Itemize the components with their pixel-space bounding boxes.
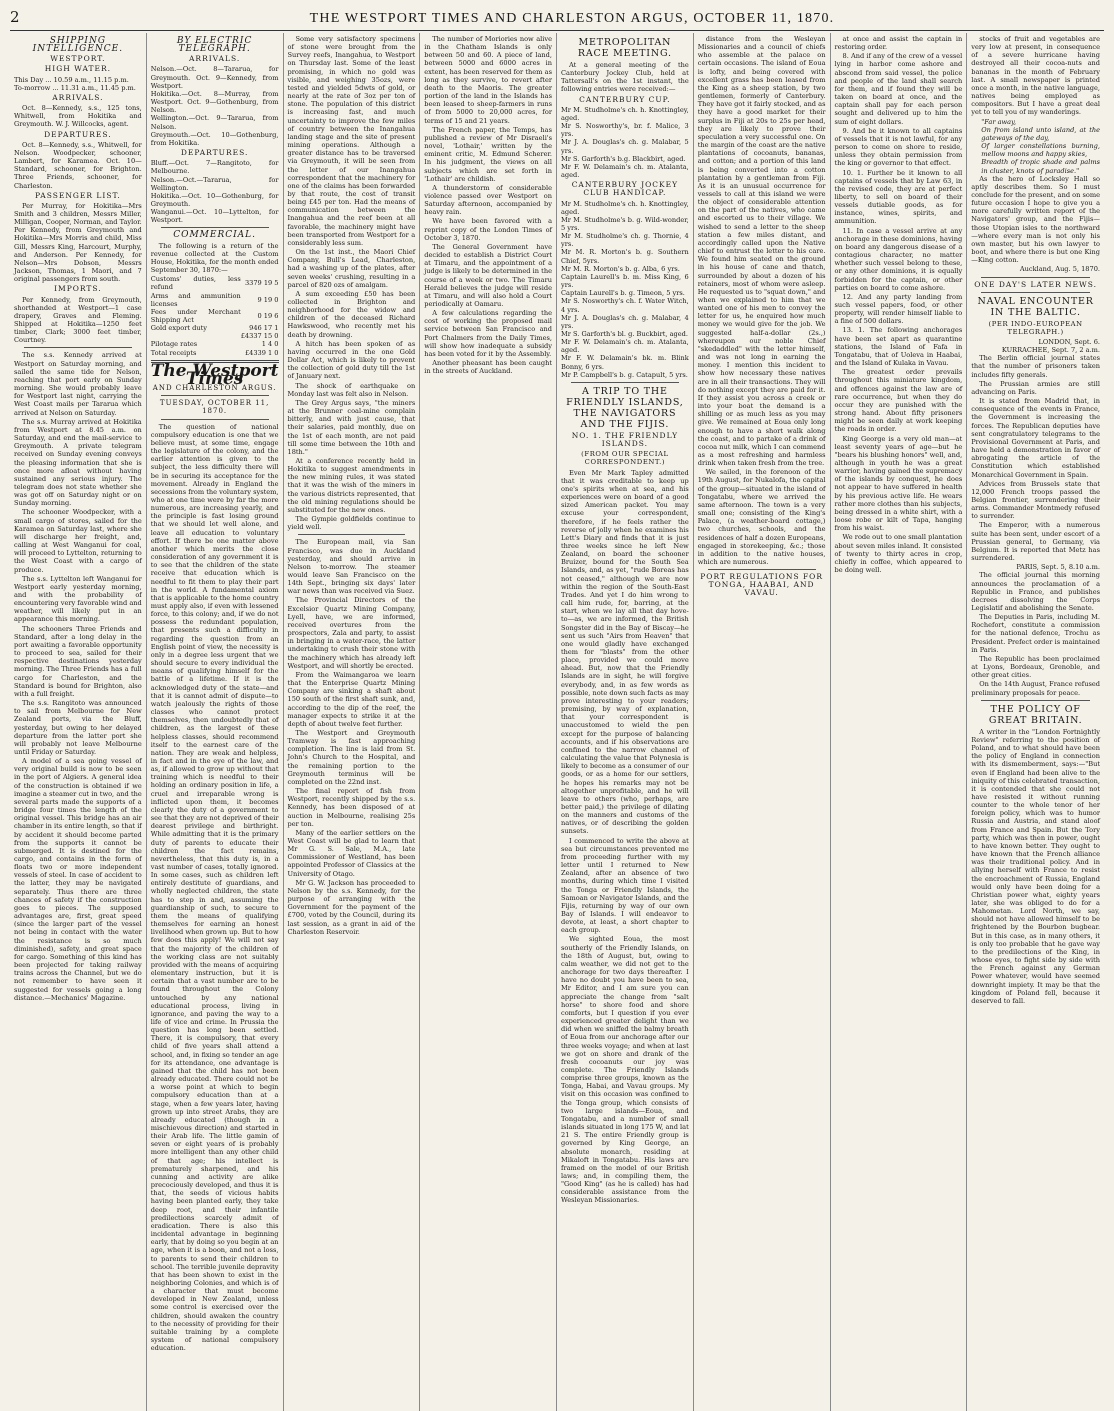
telegraph-departure: Bluff.—Oct. 7—Rangitoto, for Melbourne. [150, 159, 279, 176]
telegraph-departures-heading: DEPARTURES. [180, 148, 249, 158]
column-7 [831, 33, 968, 1411]
news-paragraph: On the 1st inst., the Maori Chief Company, Bull's Lead, Charleston, had a washing up of the plates, after seven weeks' crushing, resulting in a parcel of 820 ozs of amalgam. [287, 248, 416, 289]
departures-text: Oct. 8—Kennedy, s.s., Whitwell, for Nelson. Woodpecker, schooner, Lambert, for Karamea. Oct. 10—Standard, schooner, for Brighton. Three Friends, schooner, for Charleston. [14, 140, 142, 190]
shipping-paragraph: The schooners Three Friends and Standard, after a long delay in the port awaiting a favorable opportunity to proceed to sea, sailed for their respective destinations yesterday morning. The Three Friends has a full cargo for Charleston, and the Standard is bound for Brighton, also with a full freight. [14, 624, 142, 698]
table-row: Fees under Merchant Shipping Act 0 19 6 [150, 307, 279, 324]
telegraph-departure: Wanganui.—Oct. 10—Lyttelton, for Westport. [150, 208, 279, 225]
columns [10, 33, 1104, 1411]
departures-heading: DEPARTURES. [44, 129, 112, 139]
kurrachee-dateline: KURRACHEE, Sept. 7, 2 a.m. [1001, 346, 1100, 355]
trip-part: NO. 1. THE FRIENDLY ISLANDS. [571, 430, 679, 449]
trip-paragraph: We sailed, in the forenoon of the 19th August, for Nukalofa, the capital of the group—situated in the island of Tongatabu, where we arrived the same afternoon. The town is a very small one; consisting of the King's Palace, (a weather-board cottage,) two churches, schools, and the residences of half a dozen Europeans, engaged in storekeeping, &c.; those in addition to the native houses, which are numerous. [697, 468, 826, 566]
column-1 [10, 33, 147, 1411]
news-paragraph: The Westport and Greymouth Tramway is fast approaching completion. The line is laid from St. John's Church to the Hospital, and the remaining portion to the Greymouth terminus will be completed on the 22nd inst. [287, 728, 416, 786]
page-title: THE WESTPORT TIMES AND CHARLESTON ARGUS, OCTOBER 11, 1870. [309, 11, 835, 26]
verse-line: Of larger constellations burning, mellow moons and happy skies, [981, 142, 1100, 159]
arrivals-text: Oct. 8—Kennedy, s.s., 125 tons, Whitwell, from Hokitika and Greymouth. W. J. Willcocks, agent. [14, 104, 142, 129]
commercial-heading: COMMERCIAL. [173, 230, 257, 241]
news-paragraph: The final report of fish from Westport, recently shipped by the s.s. Kennedy, has been disposed of at auction in Melbourne, realising 25s per ton. [287, 787, 416, 828]
london-dateline: LONDON, Sept. 6. [1038, 338, 1100, 346]
list-item: Mr M. Studholme's b. g. Wild-wonder, 5 yrs. [561, 215, 689, 232]
news-paragraph: A thunderstorm of considerable violence passed over Westport on Saturday afternoon, accompanied by heavy rain. [424, 183, 552, 217]
table-row: Customs' duties, less refund 3379 19 5 [150, 275, 279, 292]
verse-line: "Far away, [981, 117, 1017, 126]
masthead [10, 8, 1104, 31]
news-paragraph: Some very satisfactory specimens of stone were brought from the Survey reefs, Inangahua, to Westport on Thursday last. Some of the least promising, in which no gold was visible, and weighing 35ozs, were tested and yielded 5dwts of gold, or nearly at the rate of 3oz per ton of stone. The population of this district is increasing fast, and much uncertainty to improve the few miles of country between the Inangahua landing stage and the site of present mining operations. Although a greater distance has to be traversed via Greymouth, it will be seen from the letter of our Inangahua correspondent that the machinery for one of the claims has been forwarded by that route, the cost of transit being £45 per ton. Had the means of communication between the Inangahua and the reef been at all favorable, the machinery might have been transported from Westport for a considerably less sum. [287, 35, 416, 247]
list-item: Mr P. Campbell's b. g. Catapult, 5 yrs. [561, 370, 688, 379]
list-item: Mr S. Nosworthy's ch. f. Water Witch, 4 yrs. [561, 297, 689, 314]
list-item: Mr M. R. Morton's b. g. Southern Chief, 5yrs. [561, 248, 689, 265]
table-row: Pilotage rates 1 4 0 [150, 340, 279, 349]
passenger-heading: PASSENGER LIST. [34, 190, 121, 200]
news-paragraph: The Provincial Directors of the Excelsior Quartz Mining Company, Lyell, have, we are informed, received overtures from the prospectors, Zala and party, to assist in bringing in a water-race, the latter undertaking to crush their stone with the machinery which has already left Westport, and will shortly be erected. [287, 596, 416, 670]
telegraph-arrival: Nelson.—Oct. 8—Tararua, for Greymouth. Oct. 9—Kennedy, from Westport. [150, 65, 279, 90]
regulation-paragraph: 11. In case a vessel arrive at any anchorage in these dominions, having on board any dangerous disease of a contagious character, no matter whether such vessel belong to these, or any other dominions, it is equally forbidden for the captain, or other parties on board to come ashore. [834, 226, 963, 292]
telegraph-departure: Hokitika.—Oct. 10—Gothenburg, for Greymouth. [150, 191, 279, 208]
telegraph-arrival: Wellington.—Oct. 9—Tararua, from Nelson. [150, 114, 279, 131]
trip-heading: A TRIP TO THE FRIENDLY ISLANDS, THE NAVIGATORS AND THE FIJIS. [566, 385, 684, 430]
column-3 [284, 33, 421, 1411]
trip-dateline: Auckland, Aug. 5, 1870. [1019, 265, 1100, 274]
verse [971, 118, 1100, 175]
cup-entries [561, 106, 689, 179]
regulation-paragraph: 13. 1. The following anchorages have been set apart as quarantine stations, the Island of Fafa in Tongatabu, that of Uoleva in Haabai, and the Island of Kulaka in Vavau. [834, 326, 963, 368]
telegraph-arrivals-heading: ARRIVALS. [189, 54, 241, 64]
imports-text: Per Kennedy, from Greymouth, shorthanded at Westport—1 case drapery, Graves and Fleming. Shipped at Hokitika—1250 feet timber, Clark; 3000 feet timber, Courtney. [14, 295, 142, 345]
news-paragraph: The Gympie goldfields continue to yield well. [287, 515, 416, 532]
later-news-heading: ONE DAY'S LATER NEWS. [974, 279, 1097, 289]
paris-dateline: PARIS, Sept. 5, 8.10 a.m. [1016, 563, 1100, 572]
list-item: Mr S. Garforth's bl. g. Buckbirt, aged. [561, 330, 688, 338]
naval-byline: (PER INDO-EUROPEAN TELEGRAPH.) [988, 319, 1083, 336]
table-row: Arms and ammunition licenses 9 19 0 [150, 291, 279, 308]
trip-byline: (FROM OUR SPECIAL CORRESPONDENT.) [581, 450, 669, 467]
news-paragraph: Another pheasant has been caught in the streets of Auckland. [424, 359, 552, 376]
column-5 [557, 33, 694, 1411]
list-item: Mr J. A. Douglas's ch. g. Malabar, 5 yrs. [561, 138, 689, 155]
list-item: Mr M. Studholme's ch. h. Knottingley, aged. [561, 199, 689, 216]
list-item: Mr M. R. Morton's b. g. Alba, 6 yrs. [561, 264, 680, 273]
naval-heading: NAVAL ENCOUNTER IN THE BALTIC. [977, 295, 1094, 318]
news-paragraph: The Berlin official journal states that the number of prisoners taken includes fifty generals. [971, 354, 1100, 379]
list-item: Mr F. W. Delamain's bk. m. Blink Bonny, 6 yrs. [561, 354, 689, 371]
news-paragraph: Mr G. W. Jackson has proceeded to Nelson by the s.s. Kennedy, for the purpose of arranging with the Government for the payment of the £700, voted by the Council, during its last session, as a grant in aid of the Charleston Reservoir. [287, 878, 416, 936]
news-paragraph: We have been favored with a reprint copy of the London Times of October 3, 1870. [424, 217, 552, 242]
handicap-entries [561, 200, 689, 379]
verse-line: Breadth of tropic shade and palms in cluster, knots of paradise." [981, 158, 1100, 175]
news-paragraph: The General Government have decided to establish a District Court at Timaru, and the appointment of a judge is likely to be determined in the course of a week or two. The Timaru Herald believes the judge will reside at Timaru, and will also hold a Court periodically at Oamaru. [424, 242, 552, 308]
column-6 [694, 33, 831, 1411]
high-water-tomorrow: To-morrow ... 11.31 a.m., 11.45 p.m. [14, 83, 136, 92]
regulation-paragraph: 10. 1. Further be it known to all captains of vessels that by Law 63, in the revised code, they are at perfect liberty, to sell on board of their vessels dutiable goods, as for instance, wines, spirits, and ammunition. [834, 168, 963, 226]
editorial-text: The question of national compulsory education is one that we believe must, at some time, engage the legislature of the colony, and the earlier attention is given to the subject, the less difficulty there will be in securing its acceptance for the movement. Already in England the secessions from the voluntary system, who at one time were by far the more numerous, are increasing yearly, and the principle is fast losing ground that we should let well alone, and leave all education to voluntary effort. If there be one matter above another which merits the close consideration of any government it is to see that the children of the state receive that education which is needful to fit them to play their part in the world. A fundamental axiom that is applicable to the home country must apply also, if even with lessened force, to this colony; and, if we do not possess the redundant population, that presents such a difficulty in regarding the question from an English point of view, the necessity is only in a degree less urgent that we should secure to every individual the means of qualifying himself for the battle of a lifetime. If it is the acknowledged duty of the state—and that it is cannot admit of dispute—to watch jealously the rights of those classes who cannot protect themselves, then undoubtedly that of children, as the largest of these helpless classes, should recommend itself to the earnest care of the nation. They are weak and helpless, in fact and in the eye of the law, and as, if allowed to grow up without that training which is needful to their holding an ordinary position in life, a cruel and irreparable wrong is inflicted upon them, it becomes clearly the duty of a government to see that they are not deprived of their dearest privilege and birthright. While admitting that it is the primary duty of parents to educate their children the fact remains, nevertheless, that this duty is, in a vast number of cases, totally ignored. In some cases, such as children left entirely destitute of guardians, and wholly neglected children, the state has to step in and, assuming the guardianship of such, to secure to them the means of qualifying themselves for earning an honest livelihood when grown up. But to how few does this apply! We will not say that the majority of the children of the working class are not suitably provided with the means of acquiring elementary instruction, but it is certain that a vast number are to be found throughout the Colony untouched by any national educational process, living in ignorance, and paving the way to a life of vice and crime. In Prussia the question has long been settled. There, it is compulsory, that every child of five years shall attend a school, and, in fixing so tender an age for its attendance, one advantage is gained that the child has not been already educated. There could not be a worse point at which to begin compulsory education than at a stage, when a few years later, having grown up into street Arabs, they are already educated (though in a mischievous direction) and started in their Arab life. The little gamin of seven or eight years of is probably more intelligent than any other child of that age; his intellect is prematurely sharpened, and his cunning and activity are alike precociously developed, and thus it is that, the seeds of vicious habits having been planted early, they take deep root, and their infantile predilections scarcely admit of eradication. There is also this incidental advantage in beginning early, that by doing so you begin at an age, when it is a boon, and not a loss, to parents to send their children to school. The terrible juvenile depravity that has been shown to exist in the neighboring Colonies, and which is of a character that must become developed in New Zealand, unless some control is exercised over the children, should awaken the country to the necessity of providing for their suitable training by a complete system of national compulsory education. [150, 422, 279, 1353]
race-intro: At a general meeting of the Canterbury Jockey Club, held at Tattersall's on the 1st instant, the following entries were received:— [561, 61, 689, 94]
revenue-table [151, 275, 279, 357]
port-regulations-heading: PORT REGULATIONS FOR TONGA, HAABAI, AND VAVAU. [700, 572, 823, 598]
cup-heading: CANTERBURY CUP. [579, 94, 671, 104]
arrivals-heading: ARRIVALS. [52, 92, 104, 102]
news-paragraph: At a conference recently held in Hokitika to suggest amendments in the new mining rules, it was stated that it was the wish of the miners in the various districts represented, that the old mining regulations should be substituted for the new ones. [287, 456, 416, 514]
race-heading: METROPOLITAN RACE MEETING. [577, 37, 672, 59]
telegraph-departure: Nelson.—Oct.—Tararua, for Wellington. [150, 175, 279, 192]
column-2 [147, 33, 284, 1411]
column-8 [967, 33, 1104, 1411]
telegraph-arrival: Hokitika.—Oct. 8—Murray, from Westport. Oct. 9—Gothenburg, from Nelson. [150, 89, 279, 115]
news-paragraph: The Emperor, with a numerous suite has been sent, under escort of a Prussian general, to Germany, via Belgium. It is reported that Metz has surrendered. [971, 521, 1100, 563]
news-paragraph: From the Waimangaroa we learn that the Enterprise Quartz Mining Company are sinking a shaft about 150 south of the first shaft sunk, and, according to the dip of the reef, the manager expects to strike it at the depth of about twelve feet further. [287, 670, 416, 728]
list-item: Mr F. W. Delamain's ch. m. Atalanta, aged. [561, 338, 689, 355]
high-water-today: This Day ... 10.59 a.m., 11.15 p.m. [14, 75, 129, 84]
policy-paragraph: A writer in the "London Fortnightly Review" referring to the position of Poland, and to what should have been the policy of England in connection with its dismemberment, says:—"But even if England had been alive to the iniquity of this celebrated transaction, it is contended that she could not have resisted it without running counter to the whole tenor of her foreign policy, which was to humor Russia and Austria, and stand aloof from France and Spain. But the Tory party, which was then in power, ought to have known better. They ought to have known that the French alliance was their traditional policy. And in allying herself with France to resist the encroachment of Russia, England would only have been doing for a Christian power what, eighty years later, she was obliged to do for a Mahometan. Lord North, we say, should not have allowed himself to be frightened by the Bourbon bugbear. But in this case, as in many others, it is only too probable that he gave way to the predilections of the King, in whose eyes, to fight side by side with the French against any German Power whatever, would have seemed downright impiety. It may be that the kingdom of Poland fell, because it deserved to fall. [971, 727, 1100, 1005]
telegraph-arrival: Greymouth.—Oct. 10—Gothenburg, from Hokitika. [150, 130, 279, 147]
shipping-paragraph: The s.s. Kennedy arrived at Westport on Saturday morning, and sailed the same tide for Nelson, reaching that port early on Sunday morning. She would probably leave for Westport last night, carrying the West Coast mails per Tararua which arrived at Nelson on Saturday. [14, 351, 142, 417]
shipping-paragraph: The s.s. Murray arrived at Hokitika from Westport at 8.45 a.m. on Saturday, and end the mail-service to Greymouth. A private telegram received on Sunday evening conveys the pleasing information that she is once more afloat without having sustained any serious injury. The telegram does not state whether she was got off on Saturday night or on Sunday morning. [14, 417, 142, 508]
shipping-heading: SHIPPING INTELLIGENCE. [32, 36, 124, 55]
news-paragraph: The Deputies in Paris, including M. Rochefort, constitute a commission for the national defence, Trochu as President. Prefect order is maintained in Paris. [971, 613, 1100, 654]
regulation-paragraph: 12. And any party landing from such vessel papers, food, or other property, will render himself liable to a fine of 500 dollars. [834, 292, 963, 326]
verse-line: On from island unto island, at the gateways of the day, [981, 125, 1100, 142]
trip-paragraph: We sighted Eoua, the most southerly of the Friendly Islands, on the 18th of August, but, owing to calm weather, we did not get to the anchorage for two days thereafter. I have no doubt you have been to sea, Mr Editor, and I am sure you can appreciate the change from "salt horse" to shore food and shore comforts, but I question if you ever experienced greater delight than we did when we sniffed the balmy breath of Eoua from our anchorage after our three weeks voyage; and when at last we got on shore and drank of the fresh cocoanuts our joy was complete. The Friendly Islands comprise three groups, known as the Tonga, Habai, and Vavau groups. My visit on this occasion was confined to the Tonga group, which consists of two large islands—Eoua, and Tongatabu, and a number of small islands situated in long 175 W, and lat 21 S. The entire Friendly group is governed by King George, an absolute monarch, residing at Mikaloft in Tongatabu. His laws are framed on the model of our British laws; and, in compiling them, the "Good King" (as he is called) has had considerable assistance from the Wesleyan Missionaries. [561, 935, 689, 1205]
news-paragraph: On the 14th August, France refused preliminary proposals for peace. [971, 680, 1100, 697]
regulation-paragraph: 8. And if any of the crew of a vessel lying in harbor come ashore and abscond from said vessel, the police and people of the land shall search for them, and if found they will be taken on board at once, and the captain shall pay for each person sought and delivered up to him the sum of eight dollars. [834, 52, 963, 126]
shipping-paragraph: A model of a sea going vessel of very original build is now to be seen in the port of Algiers. A general idea of the construction is obtained if we imagine a steamer cut in two, and the several parts made the supports of a bridge four times the length of the original vessel. This bridge has an air chamber in its entire length, so that if by accident it should become parted from the supports it cannot be submerged. It is destined for the cargo, and contains in the form of floats two or more independent vessels of steel. In case of accident to the latter, they may be navigated separately. Thus there are three chances of safety if the construction goes to pieces. The supposed advantages are, first, great speed (since the larger part of the vessel not being in contact with the water the resistance is so much diminished), safety, and great space for cargo. Something of this kind has been projected for taking railway trains across the Channel, but we do not remember to have seen it suggested for vessels going a long distance.—Mechanics' Magazine. [14, 757, 142, 1002]
trip-paragraph: The greatest order prevails throughout this miniature kingdom, and offences against the law are of rare occurrence, but when they do occur they are punished with the strong hand. About fifty prisoners might be seen daily at work keeping the roads in order. [834, 368, 963, 434]
list-item: Mr F. W. Delamain's ch. m. Atalanta, aged. [561, 162, 689, 180]
paper-subtitle: AND CHARLESTON ARGUS. [152, 384, 277, 393]
paper-date: TUESDAY, OCTOBER 11, 1870. [159, 399, 270, 416]
shipping-paragraph: The schooner Woodpecker, with a small cargo of stores, sailed for the Karamea on Saturday last, where she will discharge her freight, and, calling at West Wanganui for coal, will proceed to Lyttelton, returning to the West Coast with a cargo of produce. [14, 508, 142, 574]
trip-paragraph: distance from the Wesleyan Missionaries and a council of chiefs who assemble at the palace on certain occasions. The island of Eoua is lofty, and being covered with excellent grass has been leased from the King as a sheep station, by two gentlemen, formerly of Canterbury. They have got it fairly stocked, and as they have a good market for their surplus in Fiji at 20s to 25s per head, they are likely to prove their speculation a very successful one. On the margin of the coast are the native plantations of cocoanuts, bananas, and cotton; and a portion of this land is being converted into a cotton plantation by a gentleman from Fiji. As it is an unusual occurrence for vessels to call at this island we were the object of considerable attention on the part of the natives, who came and escorted us to their village. We wished to send a letter to the sheep station a few miles distant, and accordingly called upon the Native chief to entrust the letter to his care. We found him seated on the ground in his house of cane and thatch, surrounded by about a dozen of his retainers, most of whom were asleep. He requested us to "squat down," and when we explained to him that we wanted one of his men to convey the letter for us, he enquired how much money we would give for the job. We suggested half-a-dollar (2s.,) whereupon our noble Chief "skedaddled" with the letter himself, and was not long in earning the money. I mention this incident to show how necessary these natives are in all their transactions. They will do nothing except they are paid for it. If they assist you across a creek or into your boat the demand is a shilling or as much less as you may give. We remained at Eoua only long enough to have a short walk along the coast, and to partake of a drink of cocoa nut milk, which I can commend as a most refreshing and harmless drink when taken fresh from the tree. [697, 35, 826, 468]
news-paragraph: A sum exceeding £50 has been collected in Brighton and neighborhood for the widow and children of the deceased Richard Hawkswood, who recently met his death by drowning. [287, 289, 416, 339]
news-paragraph: The European mail, via San Francisco, was due in Auckland yesterday, and should arrive in Nelson to-morrow. The steamer would leave San Francisco on the 14th Sept., bringing six days' later war news than was received via Suez. [287, 538, 416, 596]
news-paragraph: Many of the earlier settlers on the West Coast will be glad to learn that Mr G. S. Sale, M.A., late Commissioner of Westland, has been appointed Professor of Classics at the University of Otago. [287, 828, 416, 878]
news-paragraph: A few calculations regarding the cost of working the proposed mail service between San Francisco and Port Chalmers from the Daily Times, will show how inadequate a subsidy has been voted for it by the Assembly. [424, 309, 552, 358]
news-paragraph: The Prussian armies are still advancing on Paris. [971, 379, 1100, 396]
shipping-paragraph: The s.s. Lyttelton left Wanganui for Westport early yesterday morning, and with the probability of encountering very favorable wind and weather, will likely put in an appearance this morning. [14, 574, 142, 624]
news-paragraph: It is stated from Madrid that, in consequence of the events in France, the Government is increasing the forces. The Republican deputies have sent congratulatory telegrams to the Provisional Government at Paris, and have held a demonstration in favor of abrogating the article of the Constitution which established Monarchical Government in Spain. [971, 397, 1100, 479]
commercial-intro: The following is a return of the revenue collected at the Custom House, Hokitika, for the month ended September 30, 1870:— [150, 241, 279, 275]
news-paragraph: The French paper, the Temps, has published a review of Mr Disraeli's novel, 'Lothair,' written by the eminent critic, M. Edmund Scherer. In his judgment, the views on all subjects which are set forth in 'Lothair' are childish. [424, 125, 552, 183]
news-paragraph: A hitch has been spoken of as having occurred in the one Gold Dollar Act, which is likely to prevent the collection of gold duty till the 1st of January next. [287, 339, 416, 381]
list-item: Captain Laurell's b. g. Timeon, 5 yrs. [561, 289, 685, 298]
news-paragraph: The number of Moriories now alive in the Chatham Islands is only between 50 and 60. A piece of land, between 5000 and 6000 acres in extent, has been reserved for them as long as they survive, to revert after death to the Maoris. The greater portion of the land in the Islands has been leased to sheep-farmers in runs of from 5000 to 20,000 acres, for terms of 15 and 21 years. [424, 35, 552, 125]
imports-heading: IMPORTS. [54, 284, 102, 294]
trip-paragraph: We rode out to one small plantation about seven miles inland. It consisted of twenty to thirty acres in crop, chiefly in coffee, which appeared to be doing well. [834, 533, 963, 574]
table-row: Total receipts £4339 1 0 [150, 348, 279, 357]
list-item: Mr M. Studholme's ch. h. Knottingley, aged. [561, 105, 689, 122]
handicap-heading: CANTERBURY JOCKEY CLUB HANDICAP. [571, 180, 679, 198]
news-paragraph: The Grey Argus says, "the miners at the Brunner coal-mine complain bitterly, and with just cause, that their salaries, paid monthly, due on the 1st of each month, are not paid till some time between the 10th and 18th." [287, 398, 416, 456]
paper-nameplate: The Westport Times [150, 360, 279, 389]
trip-paragraph: stocks of fruit and vegetables are very low at present, in consequence of a severe hurricane having destroyed all their cocoa-nuts and bananas in the month of February last. A small newspaper is printed once a month, in the native language, natives being employed as compositors. But I have a great deal yet to tell you of my wanderings. [971, 35, 1100, 117]
passenger-text: Per Murray, for Hokitika—Mrs Smith and 3 children, Messrs Miller, Milligan, Cooper, Norman, and Taylor. Per Kennedy, from Greymouth and Hokitika—Mrs Morris and child, Miss Gill, Messrs King, Harcourt, Murphy, and Anderson. Per Kennedy, for Nelson—Mrs Dobson, Messrs Jackson, Thomas, 1 Maori, and 7 original passengers from south. [14, 201, 142, 284]
regulation-paragraph: 9. And be it known to all captains of vessels that it is not lawful, for any person to come on shore to reside, unless they obtain permission from the king or governor to that effect. [834, 126, 963, 168]
page-number: 2 [10, 8, 20, 26]
news-paragraph: The official journal this morning announces the proclamation of a Republic in France, and publishes decrees dissolving the Corps Legislatif and abolishing the Senate. [971, 571, 1100, 612]
news-paragraph: Advices from Brussels state that 12,000 French troops passed the Belgian frontier, surrendering their arms. Commander Montmedy refused to surrender. [971, 479, 1100, 521]
table-row: £4337 15 0 [240, 332, 279, 341]
list-item: Mr S. Nosworthy's, br. f. Malice, 3 yrs. [561, 122, 689, 139]
port-heading: WESTPORT. [50, 54, 106, 64]
list-item: Mr S. Garforth's b.g. Blackbirt, aged. [561, 154, 686, 163]
trip-paragraph: Even Mr Mark Tapley admitted that it was creditable to keep up one's spirits when at sea, and his experiences were on board of a good sized American packet. You may excuse your correspondent, therefore, if he feels rather the reverse of jolly when he examines his Lett's Diary and finds that it is just three weeks since he left New Zealand, on board the schooner Bruizer, bound for the South Sea Islands, and, as yet, "rude Boreas has not ceased," although we are now within the region of the South-East Trades. And yet I do him wrong to call him rude, for, barring, at the start, when we lay all that day hove-to—as, we are informed, the British Songster did in the Bay of Biscay—he sent us such "Airs from Heaven" that one would gladly have exchanged them for "blasts" from the other place, provided we could move ahead. But, now that the Friendly Islands are in sight, he will forgive everybody, and, in as few words as possible, note down such facts as may prove interesting to your readers; premising, by way of explanation, that your correspondent is unaccustomed to wield the pen except for the purpose of balancing accounts, and if his observations are confined to the narrow channel of calculating the value that Polynesia is likely to become as a consumer of our goods, or as a home for our settlers, he hopes his remarks may not be altogether unprofitable, and he will leave to others (who, perhaps, are better paid,) the privilege of dilating on the manners and customs of the natives, or of describing the golden sunsets. [561, 468, 689, 836]
table-row: Gold export duty 946 17 1 [150, 324, 279, 333]
news-paragraph: The shock of earthquake on Monday last was felt also in Nelson. [287, 381, 416, 398]
telegraph-heading: BY ELECTRIC TELEGRAPH. [176, 36, 253, 55]
list-item: Mr M. Studholme's ch. g. Thornie, 4 yrs. [561, 232, 689, 249]
trip-paragraph: I commenced to write the above at sea but circumstances prevented me from proceeding further with my letter until I returned to New Zealand, after an absence of two months, during which time I visited the Tonga or Friendly Islands, the Samoan or Navigator Islands, and the Fijis, returning by way of our own Bay of Islands. I will endeavor to devote, at least, a short chapter to each group. [561, 836, 689, 935]
news-paragraph: The Republic has been proclaimed at Lyons, Bordeaux, Grenoble, and other great cities. [971, 654, 1100, 680]
high-water-heading: HIGH WATER. [44, 64, 112, 74]
trip-paragraph: As the hero of Locksley Hall so aptly describes them. So I must conclude for the present, and on some future occasion I hope to give you a more carefully written report of the Navigators' group, and the Fijis—those Utopian isles to the northward—where every man is not only his own master, but his own lawyer to boot, and where there is but one King—King cotton. [971, 174, 1100, 265]
column-4 [420, 33, 557, 1411]
regulation-paragraph: at once and assist the captain in restoring order. [834, 35, 963, 52]
policy-heading: THE POLICY OF GREAT BRITAIN. [988, 703, 1083, 726]
trip-paragraph: King George is a very old man—at least seventy years of age—but he "bears his blushing honors" well, and, although in youth he was a great warrior, having gained the supremacy of the islands by conquest, he does not appear to have suffered in health by his previous active life. He wears rather more clothes than his subjects, being dressed in a white shirt, with a loose robe or kilt of Tapa, hanging from his waist. [834, 434, 963, 533]
list-item: Mr J. A. Douglas's ch. g. Malabar, 4 yrs. [561, 313, 689, 330]
shipping-paragraph: The s.s. Rangitoto was announced to sail from Melbourne for New Zealand ports, via the Bluff, yesterday, but owing to her delayed departure from the latter port she will probably not leave Melbourne until Friday or Saturday. [14, 699, 142, 756]
list-item: Captain Laurell's b. m. Miss King, 6 yrs. [561, 272, 689, 290]
